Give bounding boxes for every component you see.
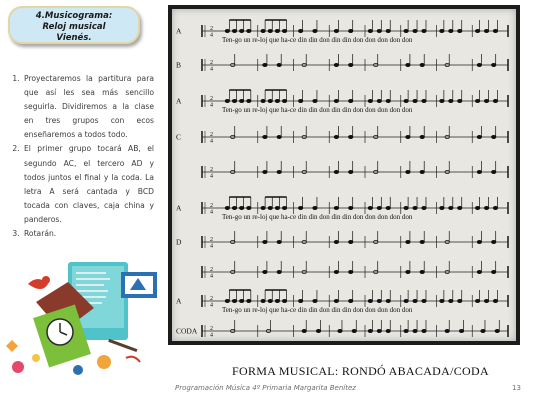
svg-text:2: 2: [210, 26, 213, 32]
title-line-1: 4.Musicograma:: [35, 11, 113, 21]
score-row: [176, 126, 508, 145]
svg-text:2: 2: [210, 132, 213, 138]
svg-text:2: 2: [210, 326, 213, 332]
row-lyric: Ten-go un re-loj que ha-ce din din don din din don don don don don: [222, 306, 413, 314]
svg-text:4: 4: [210, 173, 213, 180]
row-letter: D: [176, 237, 182, 247]
svg-text:4: 4: [210, 32, 213, 39]
musical-score: [172, 9, 516, 341]
svg-text:4: 4: [210, 302, 213, 309]
row-letter: CODA: [176, 326, 198, 336]
step-3: 3. Rotarán.: [22, 227, 154, 241]
step-2: 2. El primer grupo tocará AB, el segundo AC, el tercero AD y todos juntos el final y la coda. La letra A será cantada y BCD tocada con claves, caja china y panderos.: [22, 142, 154, 227]
svg-text:4: 4: [210, 66, 213, 73]
svg-text:2: 2: [210, 237, 213, 243]
score-row: [202, 161, 508, 180]
svg-text:4: 4: [210, 138, 213, 145]
instruction-list: [4, 72, 154, 241]
svg-text:4: 4: [210, 209, 213, 216]
page-number: 13: [512, 384, 521, 392]
svg-text:2: 2: [210, 167, 213, 173]
svg-text:4: 4: [210, 273, 213, 280]
svg-text:2: 2: [210, 96, 213, 102]
svg-text:2: 2: [210, 296, 213, 302]
score-row: [176, 290, 508, 314]
svg-text:4: 4: [210, 243, 213, 250]
row-letter: A: [176, 26, 182, 36]
row-lyric: Ten-go un re-loj que ha-ce din din don din din don don don don don: [222, 213, 413, 221]
title-line-2: Reloj musical: [42, 22, 106, 32]
row-letter: A: [176, 203, 182, 213]
score-frame: [168, 5, 520, 345]
footer-text: Programación Música 4º Primaria Margarita Benítez: [175, 384, 356, 392]
row-lyric: Ten-go un re-loj que ha-ce din din don din din don don don don don: [222, 36, 413, 44]
svg-text:2: 2: [210, 203, 213, 209]
row-lyric: Ten-go un re-loj que ha-ce din din don din din don don don don don: [222, 106, 413, 114]
svg-text:2: 2: [210, 60, 213, 66]
svg-text:4: 4: [210, 102, 213, 109]
score-staves: [172, 9, 516, 341]
title-line-3: Vienés.: [56, 33, 92, 43]
score-row: [176, 197, 508, 221]
svg-text:2: 2: [210, 267, 213, 273]
section-title-box: [8, 6, 140, 44]
score-row: [176, 90, 508, 114]
score-row: [202, 261, 508, 280]
row-letter: B: [176, 60, 182, 70]
row-letter: C: [176, 132, 182, 142]
svg-text:4: 4: [210, 332, 213, 339]
step-1: 1. Proyectaremos la partitura para que así les sea más sencillo seguirla. Dividiremos a la clase en tres grupos con ecos enseñaremos a todos todo.: [22, 72, 154, 142]
score-row: [176, 20, 508, 44]
musical-form-caption: FORMA MUSICAL: RONDÓ ABACADA/CODA: [232, 364, 489, 378]
row-letter: A: [176, 296, 182, 306]
clock-illustration-image: [6, 262, 161, 382]
row-letter: A: [176, 96, 182, 106]
score-row: [176, 54, 508, 73]
score-row: [176, 320, 508, 339]
score-row: [176, 231, 508, 250]
